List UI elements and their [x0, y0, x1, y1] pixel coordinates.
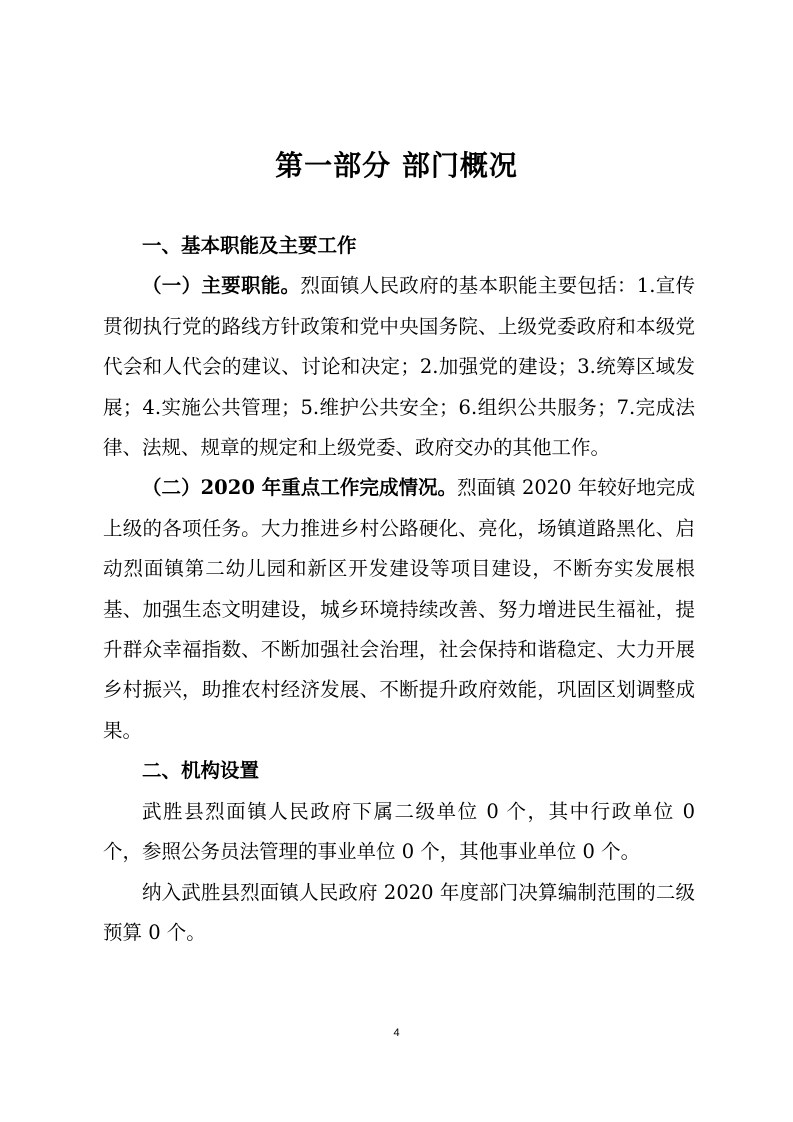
page-number: 4	[393, 1027, 400, 1039]
paragraph-text: 烈面镇人民政府的基本职能主要包括：1.宣传贯彻执行党的路线方针政策和党中央国务院、上级党委政府和本级党代会和人代会的建议、讨论和决定；2.加强党的建设；3.统筹区域发展；4.实施公共管理；5.维护公共安全；6.组织公共服务；7.完成法律、法规、规章的规定和上级党委、政府交办的其他工作。	[103, 274, 695, 460]
paragraph-lead: （二）2020 年重点工作完成情况。	[142, 476, 458, 500]
section-heading-organization: 二、机构设置	[142, 759, 260, 783]
paragraph-subordinate-units: 武胜县烈面镇人民政府下属二级单位 0 个，其中行政单位 0 个，参照公务员法管理的事业单位 0 个，其他事业单位 0 个。	[103, 799, 695, 864]
paragraph-key-work-2020	[103, 468, 695, 751]
page-title: 第一部分 部门概况	[275, 149, 518, 182]
section-heading-basic-functions: 一、基本职能及主要工作	[142, 234, 357, 257]
paragraph-budget-scope: 纳入武胜县烈面镇人民政府 2020 年度部门决算编制范围的二级预算 0 个。	[103, 880, 695, 944]
document-body	[103, 226, 695, 953]
paragraph-main-functions	[103, 266, 695, 468]
paragraph-lead: （一）主要职能。	[142, 274, 301, 298]
paragraph-text: 烈面镇 2020 年较好地完成上级的各项任务。大力推进乡村公路硬化、亮化，场镇道路黑化、启动烈面镇第二幼儿园和新区开发建设等项目建设，不断夯实发展根基、加强生态文明建设，城乡环境持续改善、努力增进民生福祉，提升群众幸福指数、不断加强社会治理，社会保持和谐稳定、大力开展乡村振兴，助推农村经济发展、不断提升政府效能，巩固区划调整成果。	[103, 476, 695, 742]
